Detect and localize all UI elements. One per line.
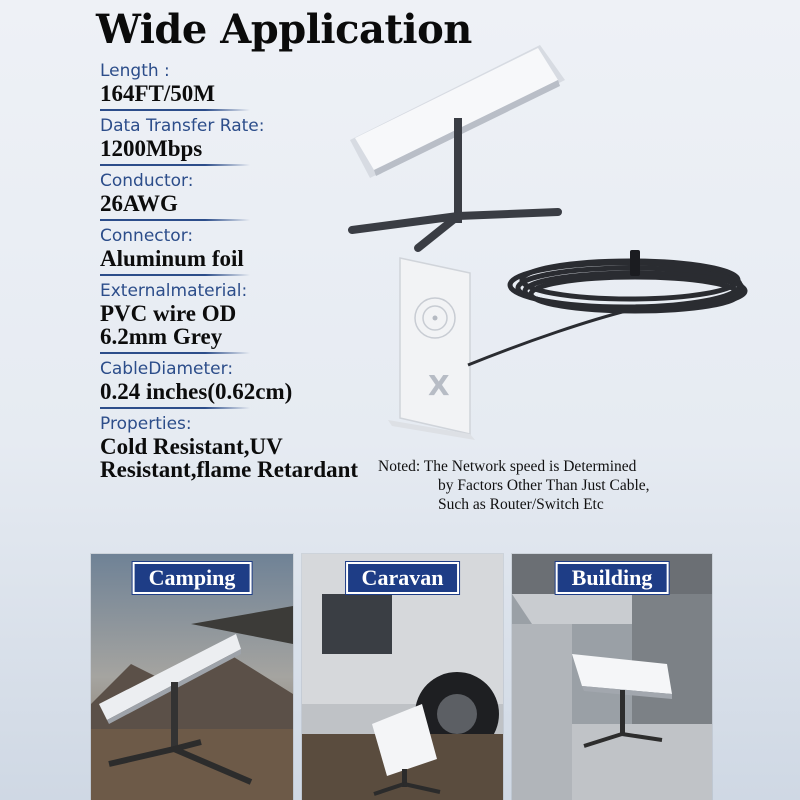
caravan-label: Caravan: [346, 562, 460, 594]
spec-label: Externalmaterial:: [100, 281, 248, 301]
spec-label: Connector:: [100, 226, 194, 246]
spec-value: Resistant,flame Retardant: [100, 457, 359, 482]
note-line: by Factors Other Than Just Cable,: [438, 477, 650, 494]
spec-label: CableDiameter:: [100, 359, 234, 379]
svg-text:X: X: [428, 369, 450, 402]
spec-divider: [100, 164, 250, 166]
page-title: Wide Application: [96, 6, 472, 53]
spec-label: Length :: [100, 61, 170, 81]
spec-value: Cold Resistant,UV: [100, 434, 283, 459]
camping-label: Camping: [133, 562, 252, 594]
speed-note: [378, 457, 708, 514]
scene-camping: [91, 554, 293, 800]
building-label: Building: [556, 562, 669, 594]
spec-label: Data Transfer Rate:: [100, 116, 265, 136]
spec-divider: [100, 352, 250, 354]
note-line: Noted: The Network speed is Determined: [378, 458, 637, 475]
spec-divider: [100, 109, 250, 111]
scene-building: [512, 554, 712, 800]
spec-value: 164FT/50M: [100, 81, 215, 106]
spec-label: Properties:: [100, 414, 192, 434]
spec-label: Conductor:: [100, 171, 194, 191]
spec-value: 0.24 inches(0.62cm): [100, 379, 293, 404]
spec-divider: [100, 219, 250, 221]
spec-divider: [100, 274, 250, 276]
spec-value: Aluminum foil: [100, 246, 244, 271]
spec-value: 1200Mbps: [100, 136, 203, 161]
spec-value: 6.2mm Grey: [100, 324, 223, 349]
product-illustration: [330, 20, 790, 460]
spec-divider: [100, 407, 250, 409]
scene-caravan: [302, 554, 503, 800]
spec-value: 26AWG: [100, 191, 178, 216]
spec-value: PVC wire OD: [100, 301, 237, 326]
note-line: Such as Router/Switch Etc: [438, 496, 604, 513]
